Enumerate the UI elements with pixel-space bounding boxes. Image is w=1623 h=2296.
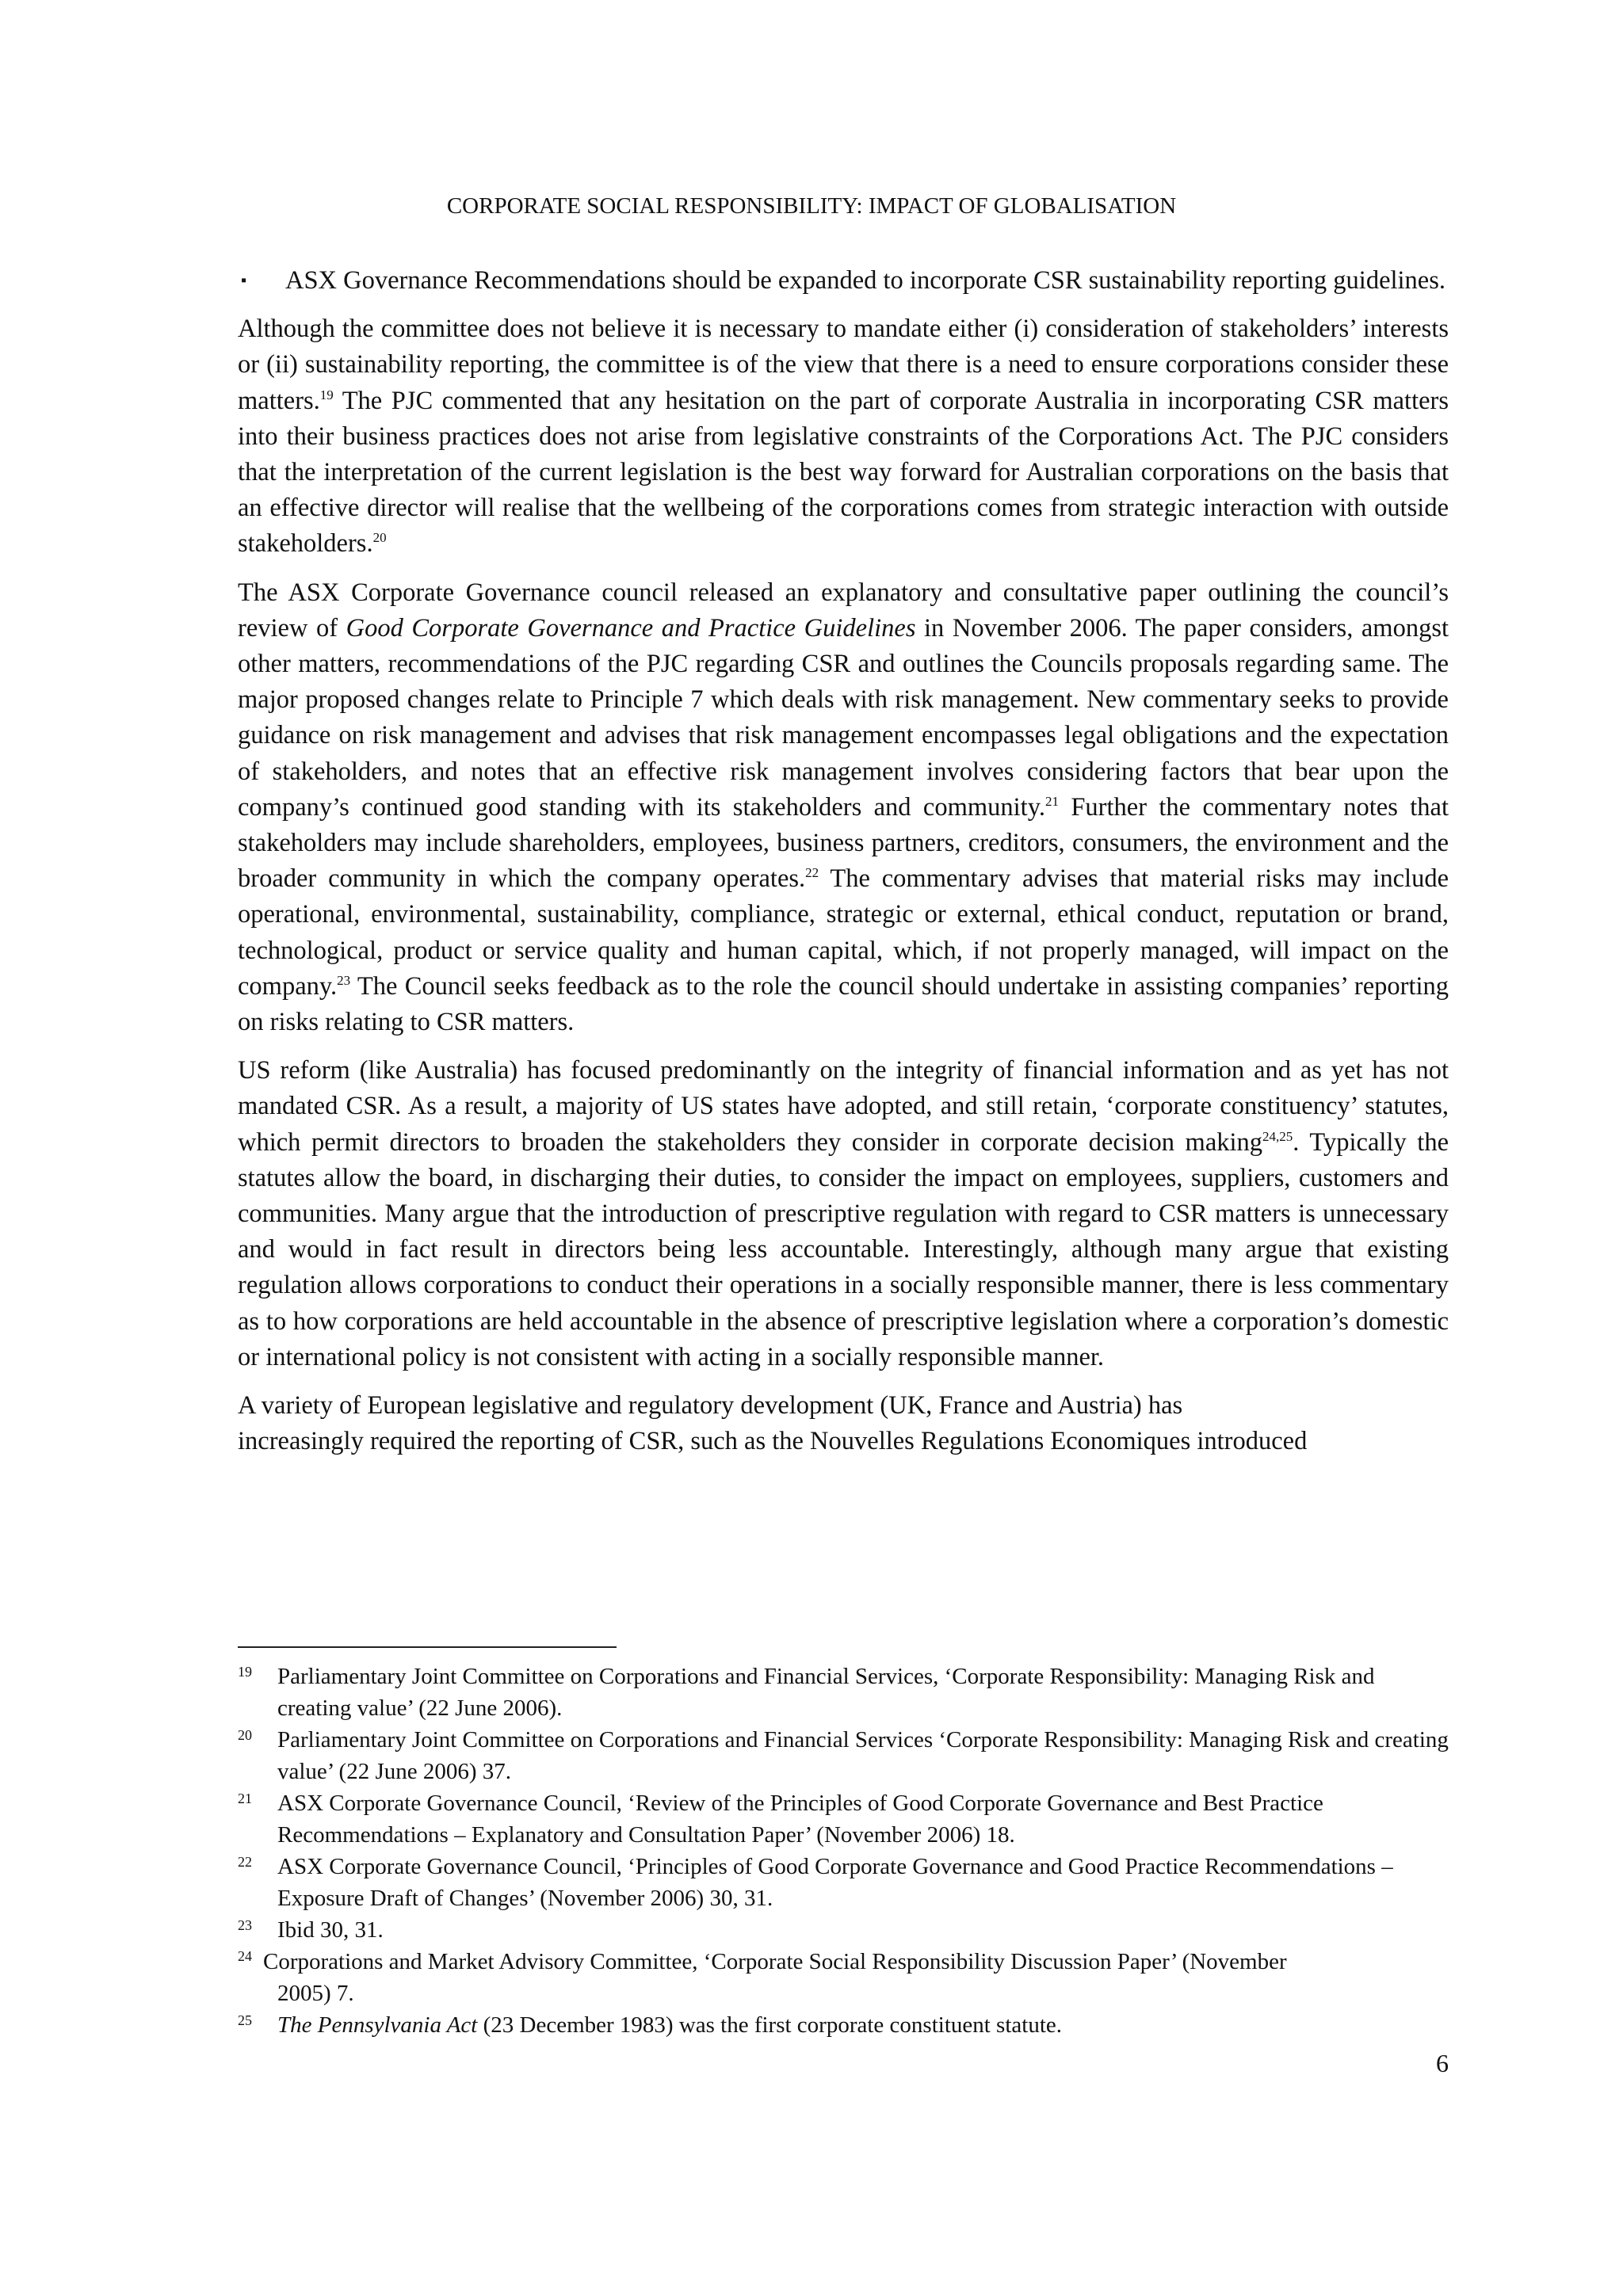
footnotes xyxy=(238,1661,1449,2041)
paragraph-text: The commentary advises that material risks may include operational, environmental, sustainability, compliance, strategic or external, ethical conduct, reputation or brand, technological, product or service quality and human capital, which, if not properly managed, will impact on the company. xyxy=(238,864,1449,1001)
bullet-item xyxy=(238,263,1449,299)
paragraph-text: US reform (like Australia) has focused predominantly on the integrity of financial information and as yet has not mandated CSR. As a result, a majority of US states have adopted, and still retain, ‘corporate constituency’ statutes, which permit directors to broaden the stakeholders they consider in corporate decision making xyxy=(238,1056,1449,1157)
paragraph-us-reform xyxy=(238,1053,1449,1375)
footnote-number: 21 xyxy=(238,1791,252,1806)
bullet-text: ASX Governance Recommendations should be expanded to incorporate CSR sustainability reporting guidelines. xyxy=(285,266,1446,295)
paragraph-line: increasingly required the reporting of CSR, such as the Nouvelles Regulations Economiques introduced xyxy=(238,1427,1308,1456)
paragraph-line: A variety of European legislative and regulatory development (UK, France and Austria) has xyxy=(238,1391,1183,1421)
footnote-text: ASX Corporate Governance Council, ‘Principles of Good Corporate Governance and Good Practice Recommendations – Exposure Draft of Changes’ (November 2006) 30, 31. xyxy=(277,1854,1393,1911)
paragraph-committee-view xyxy=(238,311,1449,562)
footnote-text: Parliamentary Joint Committee on Corporations and Financial Services, ‘Corporate Responsibility: Managing Risk and creating value’ (22 June 2006). xyxy=(277,1664,1375,1721)
footnote-number: 23 xyxy=(238,1917,252,1933)
footnote-text: Ibid 30, 31. xyxy=(277,1917,384,1943)
footnote-number: 20 xyxy=(238,1727,252,1743)
footnote-italic-title: The Pennsylvania Act xyxy=(277,2012,478,2038)
body-text xyxy=(238,263,1449,1473)
running-header: CORPORATE SOCIAL RESPONSIBILITY: IMPACT OF GLOBALISATION xyxy=(446,193,1177,219)
footnote-text: ASX Corporate Governance Council, ‘Review of the Principles of Good Corporate Governance and Best Practice Recommendations – Explanatory and Consultation Paper’ (November 2006) 18. xyxy=(277,1791,1323,1848)
footnote-divider xyxy=(238,1646,617,1648)
footnote-number: 24 xyxy=(238,1948,252,1964)
footnote-ref[interactable]: 22 xyxy=(805,865,819,881)
paragraph-text: Further the commentary notes that stakeholders may include shareholders, employees, business partners, creditors, consumers, the environment and the broader community in which the company operates. xyxy=(238,792,1449,894)
footnote-number: 25 xyxy=(238,2012,252,2028)
footnote-20 xyxy=(238,1724,1449,1787)
paragraph-text: in November 2006. The paper considers, amongst other matters, recommendations of the PJC regarding CSR and outlines the Councils proposals regarding same. The major proposed changes relate to Principle 7 which deals with risk management. New commentary seeks to provide guidance on risk management and advises that risk management encompasses legal obligations and the expectation of stakeholders, and notes that an effective risk management involves considering factors that bear upon the company’s continued good standing with its stakeholders and community. xyxy=(238,613,1449,822)
footnote-23 xyxy=(238,1914,1449,1946)
footnote-22 xyxy=(238,1851,1449,1914)
footnote-19 xyxy=(238,1661,1449,1724)
footnote-number: 22 xyxy=(238,1854,252,1870)
italic-title: Good Corporate Governance and Practice Guidelines xyxy=(346,613,916,643)
footnote-ref[interactable]: 19 xyxy=(319,387,334,402)
paragraph-asx-council xyxy=(238,575,1449,1041)
footnote-text: (23 December 1983) was the first corporate constituent statute. xyxy=(477,2012,1063,2038)
paragraph-text: The PJC commented that any hesitation on the part of corporate Australia in incorporating CSR matters into their business practices does not arise from legislative constraints of the Corporations Act. The PJC considers that the interpretation of the current legislation is the best way forward for Australian corporations on the basis that an effective director will realise that the wellbeing of the corporations comes from strategic interaction with outside stakeholders. xyxy=(238,386,1449,559)
footnote-text: Parliamentary Joint Committee on Corporations and Financial Services ‘Corporate Responsibility: Managing Risk and creating value’ (22 June 2006) 37. xyxy=(277,1727,1449,1784)
footnote-24 xyxy=(238,1946,1449,2009)
footnote-ref[interactable]: 21 xyxy=(1044,793,1059,809)
footnote-ref[interactable]: 23 xyxy=(337,972,351,988)
page-number: 6 xyxy=(1436,2049,1449,2077)
footnote-text: Corporations and Market Advisory Committee, ‘Corporate Social Responsibility Discussion Paper’ (November xyxy=(263,1949,1287,1974)
footnote-21 xyxy=(238,1787,1449,1851)
paragraph-text: The Council seeks feedback as to the role the council should undertake in assisting companies’ reporting on risks relating to CSR matters. xyxy=(238,971,1449,1037)
paragraph-text: Although the committee does not believe it is necessary to mandate either (i) consideration of stakeholders’ interests or (ii) sustainability reporting, the committee is of the view that there is a need to ensure corporations consider these matters. xyxy=(238,315,1449,415)
footnote-ref[interactable]: 20 xyxy=(372,530,387,546)
paragraph-european xyxy=(238,1388,1449,1459)
footnote-number: 19 xyxy=(238,1664,252,1680)
footnote-25 xyxy=(238,2009,1449,2041)
footnote-text-continued: 2005) 7. xyxy=(277,1981,354,2006)
paragraph-text: . Typically the statutes allow the board, in discharging their duties, to consider the impact on employees, suppliers, customers and communities. Many argue that the introduction of prescriptive regulation with regard to CSR matters is unnecessary and would in fact result in directors being less accountable. Interestingly, although many argue that existing regulation allows corporations to conduct their operations in a socially responsible manner, there is less commentary as to how corporations are held accountable in the absence of prescriptive legislation where a corporation’s domestic or international policy is not consistent with acting in a socially responsible manner. xyxy=(238,1127,1449,1371)
square-bullet-icon: ▪ xyxy=(241,272,247,289)
footnote-ref[interactable]: 24,25 xyxy=(1262,1128,1293,1144)
paragraph-text: The ASX Corporate Governance council released an explanatory and consultative paper outlining the council’s review of xyxy=(238,578,1449,643)
